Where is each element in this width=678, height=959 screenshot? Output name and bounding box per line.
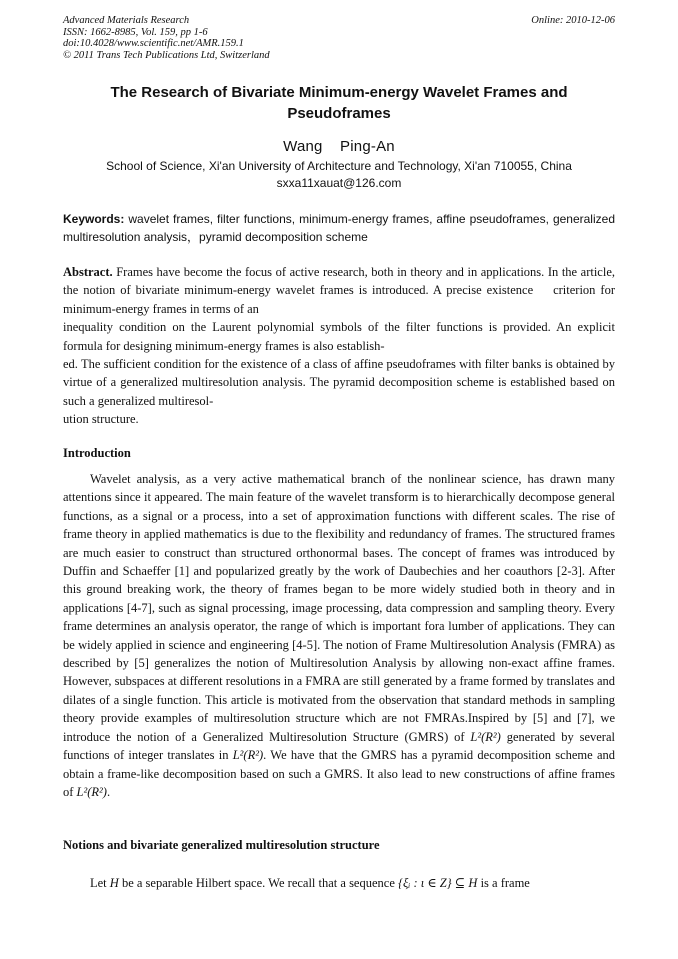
- journal-name: Advanced Materials Research: [63, 15, 190, 26]
- section2-heading: Notions and bivariate generalized multiresolution structure: [63, 838, 380, 852]
- abstract-text-2: inequality condition on the Laurent polynomial symbols of the filter functions is provided. An explicit formula for designing minimum-energy frames is also establish-: [63, 320, 615, 353]
- affiliation-block: [63, 158, 615, 192]
- abstract-block: [63, 263, 619, 429]
- keywords-text: wavelet frames, filter functions, minimum-energy frames, affine pseudoframes, generalized multiresolution analysis，pyramid decomposition scheme: [63, 212, 615, 244]
- paper-title: The Research of Bivariate Minimum-energy Wavelet Frames and Pseudoframes: [110, 84, 568, 122]
- issn-line: ISSN: 1662-8985, Vol. 159, pp 1-6: [63, 26, 208, 38]
- math-sequence: {ξᵢ : ι ∈ Z} ⊆ H: [398, 876, 478, 890]
- math-l2r2: L²(R²): [470, 729, 501, 744]
- abstract-label: Abstract.: [63, 265, 113, 279]
- math-l2r2-b: L²(R²): [232, 748, 264, 763]
- math-h: H: [109, 876, 119, 890]
- math-l2r2-c: L²(R²): [76, 784, 107, 799]
- abstract-text-4: ution structure.: [63, 412, 139, 427]
- author-text: Wang Ping-An: [283, 138, 395, 155]
- publication-header: [63, 15, 270, 61]
- intro-text: Wavelet analysis, as a very active mathematical branch of the nonlinear science, has drawn many attentions since it appeared. The main feature of the wavelet transform is to hierarchically decompose general functions, as a signal or a process, into a set of approximation functions with different scales. The rise of frame theory in applied mathematics is due to the flexibility and redundancy of frames. The structured frames are much easier to construct than structured orthonormal bases. The concept of frames was introduced by Duffin and Schaeffer [1] and popularized greatly by the work of Daubechies and her coauthors [2-3]. After this ground breaking work, the theory of frames began to be more widely studied both in theory and in applications [4-7], such as signal processing, image processing, data compression and sampling theory. Every frame determines an analysis operator, the range of which is important fora lumber of applications. They can be widely applied in science and engineering [4-5]. The notion of Frame Multiresolution Analysis (FMRA) as described by [5] generalizes the notion of Multiresolution Analysis by allowing non-exact affine frames. However, subspaces at different resolutions in a FMRA are still generated by a frame formed by translates and dilates of a single function. This article is motivated from the observation that standard methods in sampling theory provide examples of multiresolution structure which are not FMRAs.Inspired by [5] and [7], we introduce the notion of a Generalized Multiresolution Structure (GMRS) of: [63, 472, 615, 744]
- abstract-text: Frames have become the focus of active research, both in theory and in applications. In the article, the notion of bivariate minimum-energy wavelet frames is introduced. A precise existence criterion for minimum-energy frames in terms of an: [63, 265, 619, 316]
- section2-paragraph: [63, 874, 615, 892]
- keywords-block: [63, 210, 615, 246]
- email: sxxa11xauat@126.com: [276, 176, 402, 190]
- section2-text-b: be a separable Hilbert space. We recall that a sequence: [121, 876, 395, 890]
- intro-paragraph: Wavelet analysis, as a very active mathematical branch of the nonlinear science, has drawn many attentions since it appeared. The main feature of the wavelet transform is to hierarchically decompose general functions, as a signal or a process, into a set of approximation functions with different scales. The rise of frame theory in applied mathematics is due to the flexibility and redundancy of frames. The structured frames are much easier to construct than structured orthonormal bases. The concept of frames was introduced by Duffin and Schaeffer [1] and popularized greatly by the work of Daubechies and her coauthors [2-3]. After this ground breaking work, the theory of frames began to be more widely studied both in theory and in applications [4-7], such as signal processing, image processing, data compression and sampling theory. Every frame determines an analysis operator, the range of which is important fora lumber of applications. They can be widely applied in science and engineering [4-5]. The notion of Frame Multiresolution Analysis (FMRA) as described by [5] generalizes the notion of Multiresolution Analysis by allowing non-exact affine frames. However, subspaces at different resolutions in a FMRA are still generated by a frame formed by translates and dilates of a single function. This article is motivated from the observation that standard methods in sampling theory provide examples of multiresolution structure which are not FMRAs.Inspired by [5] and [7], we introduce the notion of a Generalized Multiresolution Structure (GMRS) of L²(R²) generated by several functions of integer translates in L²(R²). We have that the GMRS has a pyramid decomposition scheme and obtain a frame-like decomposition based on such a GMRS. It also lead to new constructions of affine frames of L²(R²).: [63, 472, 615, 799]
- online-date: Online: 2010-12-06: [531, 15, 615, 26]
- keywords-label: Keywords:: [63, 212, 125, 226]
- intro-text-b: generated by several functions of integer translates in: [63, 729, 615, 763]
- section2-text-c: is a frame: [480, 876, 530, 890]
- affiliation: School of Science, Xi'an University of Architecture and Technology, Xi'an 710055, China: [106, 159, 572, 173]
- abstract-text-3: ed. The sufficient condition for the existence of a class of affine pseudoframes with filter banks is obtained by virtue of a generalized multiresolution analysis. The pyramid decomposition scheme is established based on such a generalized multiresol-: [63, 357, 615, 408]
- intro-text-c: . We have that the GMRS has a pyramid decomposition scheme and obtain a frame-like decomposition based on such a GMRS. It also lead to new constructions of affine frames of: [63, 748, 615, 799]
- intro-heading: Introduction: [63, 446, 131, 460]
- doi-line: doi:10.4028/www.scientific.net/AMR.159.1: [63, 38, 244, 49]
- copyright-line: © 2011 Trans Tech Publications Ltd, Switzerland: [63, 49, 270, 61]
- section2-text-a: Let: [90, 876, 107, 890]
- author-name: [63, 138, 615, 155]
